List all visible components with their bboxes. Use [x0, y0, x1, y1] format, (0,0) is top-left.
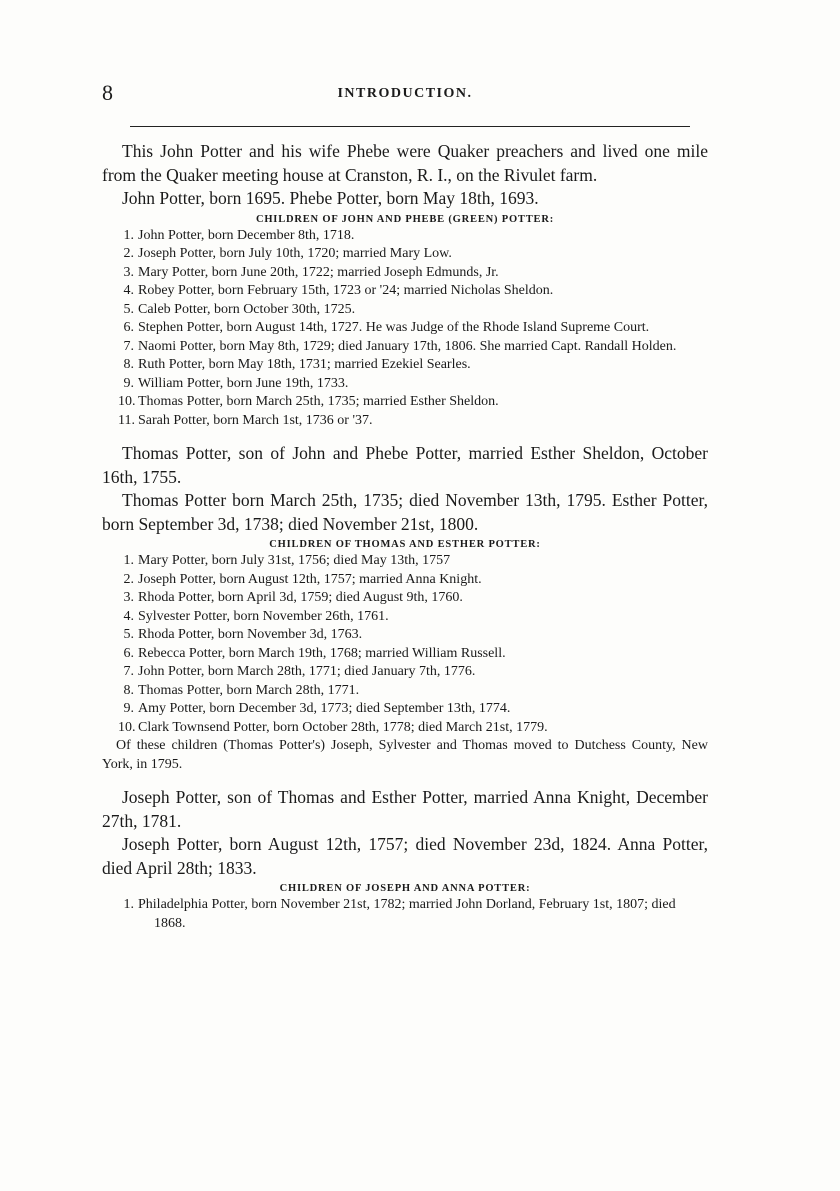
item-text: John Potter, born March 28th, 1771; died January 7th, 1776.	[138, 664, 476, 679]
item-text: Philadelphia Potter, born November 21st, 1782; married John Dorland, February 1st, 1807; died 1868.	[138, 897, 676, 931]
item-number: 2.	[123, 571, 134, 587]
item-text: Joseph Potter, born August 12th, 1757; married Anna Knight.	[138, 571, 482, 587]
joseph-dates-paragraph: Joseph Potter, born August 12th, 1757; died November 23d, 1824. Anna Potter, died April 28th; 1833.	[102, 834, 708, 878]
list-item	[102, 227, 708, 246]
list-item	[102, 301, 708, 320]
item-text: Amy Potter, born December 3d, 1773; died September 13th, 1774.	[138, 701, 511, 716]
item-text: Mary Potter, born July 31st, 1756; died May 13th, 1757	[138, 553, 451, 568]
item-number: 6.	[123, 320, 134, 335]
item-text: Robey Potter, born February 15th, 1723 or '24; married Nicholas Sheldon.	[138, 283, 554, 298]
list-item	[102, 338, 708, 357]
list-item	[102, 412, 708, 431]
spacer	[102, 774, 708, 786]
item-number: 5.	[123, 627, 134, 642]
item-text: Thomas Potter, born March 25th, 1735; married Esther Sheldon.	[138, 394, 499, 409]
list-item	[102, 682, 708, 701]
running-head: INTRODUCTION.	[337, 86, 473, 101]
page-header	[102, 80, 708, 110]
item-text: Rhoda Potter, born April 3d, 1759; died August 9th, 1760.	[138, 590, 463, 605]
item-number: 1.	[123, 553, 134, 568]
item-number: 7.	[123, 338, 134, 354]
item-text: Stephen Potter, born August 14th, 1727. He was Judge of the Rhode Island Supreme Court.	[138, 320, 650, 335]
section-heading-joseph-anna: CHILDREN OF JOSEPH AND ANNA POTTER:	[279, 883, 531, 894]
thomas-marriage-paragraph: Thomas Potter, son of John and Phebe Potter, married Esther Sheldon, October 16th, 1755.	[102, 443, 708, 487]
item-number: 6.	[123, 645, 134, 661]
list-item	[102, 552, 708, 571]
item-number: 10.	[118, 394, 136, 409]
item-text: Naomi Potter, born May 8th, 1729; died January 17th, 1806. She married Capt. Randall Holden.	[138, 338, 677, 354]
list-item	[102, 645, 708, 664]
item-text: Rhoda Potter, born November 3d, 1763.	[138, 627, 363, 642]
item-number: 9.	[123, 701, 134, 716]
list-item	[102, 356, 708, 375]
children-list-thomas-esther	[102, 552, 708, 737]
children-list-john-phebe	[102, 227, 708, 431]
item-text: William Potter, born June 19th, 1733.	[138, 375, 349, 391]
list-item	[102, 245, 708, 264]
page-content	[102, 140, 708, 933]
spacer	[102, 430, 708, 442]
list-item	[102, 264, 708, 283]
item-text: Caleb Potter, born October 30th, 1725.	[138, 301, 356, 317]
item-number: 3.	[123, 264, 134, 280]
item-text: Clark Townsend Potter, born October 28th, 1778; died March 21st, 1779.	[138, 719, 548, 735]
item-number: 9.	[123, 375, 134, 391]
header-rule	[130, 126, 690, 127]
item-number: 4.	[123, 608, 134, 624]
list-item	[102, 719, 708, 738]
list-item	[102, 571, 708, 590]
list-item	[102, 319, 708, 338]
item-text: Rebecca Potter, born March 19th, 1768; married William Russell.	[138, 645, 506, 661]
item-number: 8.	[123, 357, 134, 372]
joseph-marriage-paragraph: Joseph Potter, son of Thomas and Esther Potter, married Anna Knight, December 27th, 1781.	[102, 787, 708, 831]
item-number: 7.	[123, 664, 134, 679]
item-number: 1.	[123, 897, 134, 912]
list-item	[102, 626, 708, 645]
item-text: Sylvester Potter, born November 26th, 1761.	[138, 608, 389, 624]
intro-births: John Potter, born 1695. Phebe Potter, born May 18th, 1693.	[122, 188, 539, 208]
children-list-joseph-anna	[102, 896, 708, 933]
item-text: Sarah Potter, born March 1st, 1736 or '37.	[138, 412, 373, 428]
item-number: 1.	[123, 227, 134, 243]
list-item	[102, 608, 708, 627]
item-text: Joseph Potter, born July 10th, 1720; married Mary Low.	[138, 246, 452, 261]
item-number: 5.	[123, 301, 134, 317]
item-number: 2.	[123, 246, 134, 261]
item-number: 11.	[118, 412, 135, 428]
item-text: John Potter, born December 8th, 1718.	[138, 227, 355, 243]
item-number: 10.	[118, 719, 136, 735]
list-item	[102, 589, 708, 608]
item-number: 8.	[123, 682, 134, 698]
list-item	[102, 282, 708, 301]
intro-paragraph: This John Potter and his wife Phebe were Quaker preachers and lived one mile from the Quaker meeting house at Cranston, R. I., on the Rivulet farm.	[102, 141, 708, 185]
list-item	[102, 375, 708, 394]
section-heading-thomas-esther: CHILDREN OF THOMAS AND ESTHER POTTER:	[269, 539, 541, 550]
list-item	[102, 700, 708, 719]
page-number: 8	[102, 80, 113, 105]
thomas-dates-paragraph: Thomas Potter born March 25th, 1735; died November 13th, 1795. Esther Potter, born September 3d, 1738; died November 21st, 1800.	[102, 490, 708, 534]
item-text: Mary Potter, born June 20th, 1722; married Joseph Edmunds, Jr.	[138, 264, 499, 280]
item-text: Ruth Potter, born May 18th, 1731; married Ezekiel Searles.	[138, 357, 471, 372]
list-item	[102, 896, 708, 933]
item-text: Thomas Potter, born March 28th, 1771.	[138, 682, 360, 698]
section-heading-john-phebe: CHILDREN OF JOHN AND PHEBE (GREEN) POTTER:	[255, 213, 555, 225]
item-number: 4.	[123, 283, 134, 298]
list-item	[102, 393, 708, 412]
relocation-note: Of these children (Thomas Potter's) Joseph, Sylvester and Thomas moved to Dutchess County, New York, in 1795.	[102, 738, 708, 772]
list-item	[102, 663, 708, 682]
item-number: 3.	[123, 590, 134, 605]
